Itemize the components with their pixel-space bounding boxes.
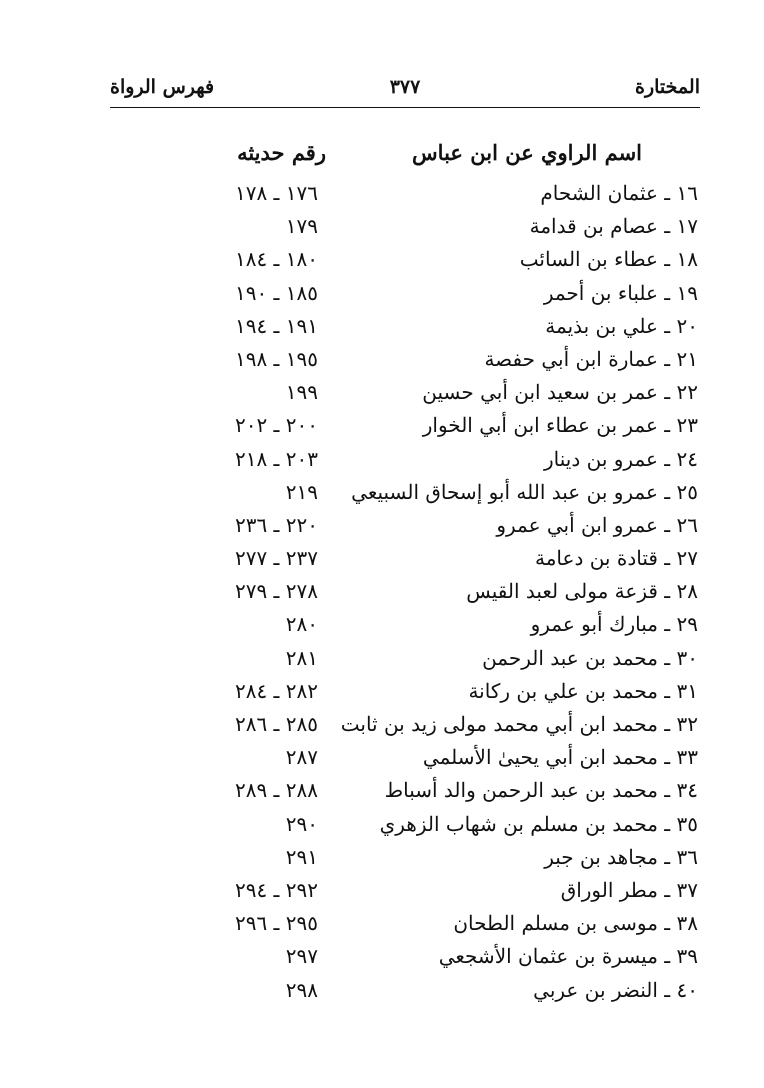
narrator-name: ٣٢ ـ محمد ابن أبي محمد مولى زيد بن ثابت (340, 712, 698, 736)
narrator-name: ١٨ ـ عطاء بن السائب (519, 247, 698, 272)
narrator-name: ٣٩ ـ ميسرة بن عثمان الأشجعي (438, 944, 698, 969)
narrator-index-list (0, 178, 764, 1008)
narrator-name: ٣٣ ـ محمد ابن أبي يحيىٰ الأسلمي (422, 745, 698, 770)
table-row (0, 178, 764, 211)
table-row (0, 444, 764, 477)
hadith-number: ٢٨٥ ـ ٢٨٦ (234, 712, 318, 736)
narrator-name: ١٧ ـ عصام بن قدامة (529, 214, 698, 239)
section-title: فهرس الرواة (110, 76, 215, 98)
narrator-name: ٢٨ ـ قزعة مولى لعبد القيس (466, 579, 698, 604)
narrator-name: ٢١ ـ عمارة ابن أبي حفصة (484, 346, 698, 371)
hadith-number: ٢٨٢ ـ ٢٨٤ (234, 678, 318, 703)
table-row (0, 809, 764, 842)
table-row (0, 975, 764, 1008)
book-title: المختارة (635, 76, 700, 98)
table-row (0, 576, 764, 609)
table-row (0, 709, 764, 742)
table-row (0, 742, 764, 775)
narrator-name: ٢٦ ـ عمرو ابن أبي عمرو (496, 512, 698, 537)
hadith-number: ٢٩٢ ـ ٢٩٤ (234, 877, 318, 902)
narrator-column-heading: اسم الراوي عن ابن عباس (412, 140, 642, 165)
narrator-name: ٣٧ ـ مطر الوراق (560, 877, 698, 902)
table-row (0, 676, 764, 709)
narrator-name: ٢٤ ـ عمرو بن دينار (543, 446, 698, 471)
table-row (0, 211, 764, 244)
hadith-number: ٢٣٧ ـ ٢٧٧ (234, 546, 318, 571)
table-row (0, 842, 764, 875)
narrator-name: ١٦ ـ عثمان الشحام (540, 181, 698, 205)
page-number: ٣٧٧ (389, 76, 421, 98)
narrator-name: ٢٥ ـ عمرو بن عبد الله أبو إسحاق السبيعي (351, 479, 698, 504)
table-row (0, 908, 764, 941)
narrator-name: ٣٠ ـ محمد بن عبد الرحمن (482, 645, 698, 670)
narrator-name: ١٩ ـ علباء بن أحمر (543, 280, 698, 305)
narrator-name: ٣٦ ـ مجاهد بن جبر (544, 844, 698, 869)
table-row (0, 941, 764, 974)
hadith-number: ١٩١ ـ ١٩٤ (234, 313, 318, 338)
narrator-name: ٢٧ ـ قتادة بن دعامة (534, 546, 698, 571)
hadith-number-column-heading: رقم حديثه (237, 140, 326, 165)
hadith-number: ١٨٥ ـ ١٩٠ (234, 280, 318, 305)
narrator-name: ٣٥ ـ محمد بن مسلم بن شهاب الزهري (379, 811, 698, 836)
hadith-number: ٢٨٨ ـ ٢٨٩ (234, 778, 318, 803)
narrator-name: ٢٠ ـ علي بن بذيمة (545, 313, 698, 338)
hadith-number: ١٩٥ ـ ١٩٨ (234, 346, 318, 371)
narrator-name: ٣٤ ـ محمد بن عبد الرحمن والد أسباط (384, 778, 698, 803)
table-row (0, 609, 764, 642)
table-row (0, 410, 764, 443)
table-row (0, 244, 764, 277)
table-row (0, 311, 764, 344)
running-header (110, 76, 700, 106)
hadith-number: ٢٧٨ ـ ٢٧٩ (234, 579, 318, 604)
hadith-number: ٢٠٠ ـ ٢٠٢ (234, 413, 318, 438)
narrator-name: ٢٣ ـ عمر بن عطاء ابن أبي الخوار (422, 413, 698, 438)
hadith-number: ٢٠٣ ـ ٢١٨ (234, 446, 318, 471)
narrator-name: ٤٠ ـ النضر بن عربي (533, 977, 698, 1002)
hadith-number: ٢٨٠ (285, 612, 318, 637)
narrator-name: ٣١ ـ محمد بن علي بن ركانة (468, 678, 698, 703)
table-row (0, 643, 764, 676)
hadith-number: ٢٩٧ (285, 944, 318, 969)
hadith-number: ٢٩١ (285, 844, 318, 869)
hadith-number: ٢٨٧ (285, 745, 318, 770)
table-row (0, 875, 764, 908)
hadith-number: ١٩٩ (285, 380, 318, 405)
hadith-number: ١٧٦ ـ ١٧٨ (234, 181, 318, 205)
table-row (0, 278, 764, 311)
table-row (0, 477, 764, 510)
hadith-number: ٢١٩ (285, 479, 318, 504)
hadith-number: ٢٨١ (285, 645, 318, 670)
hadith-number: ٢٢٠ ـ ٢٣٦ (234, 512, 318, 537)
table-row (0, 543, 764, 576)
header-rule (110, 107, 700, 108)
hadith-number: ١٧٩ (285, 214, 318, 239)
table-row (0, 775, 764, 808)
narrator-name: ٢٩ ـ مبارك أبو عمرو (530, 612, 698, 637)
table-row (0, 377, 764, 410)
hadith-number: ٢٩٥ ـ ٢٩٦ (234, 911, 318, 936)
table-row (0, 510, 764, 543)
hadith-number: ١٨٠ ـ ١٨٤ (234, 247, 318, 272)
narrator-name: ٣٨ ـ موسى بن مسلم الطحان (453, 911, 698, 936)
hadith-number: ٢٩٨ (285, 977, 318, 1002)
table-row (0, 344, 764, 377)
hadith-number: ٢٩٠ (285, 811, 318, 836)
narrator-name: ٢٢ ـ عمر بن سعيد ابن أبي حسين (422, 380, 698, 405)
